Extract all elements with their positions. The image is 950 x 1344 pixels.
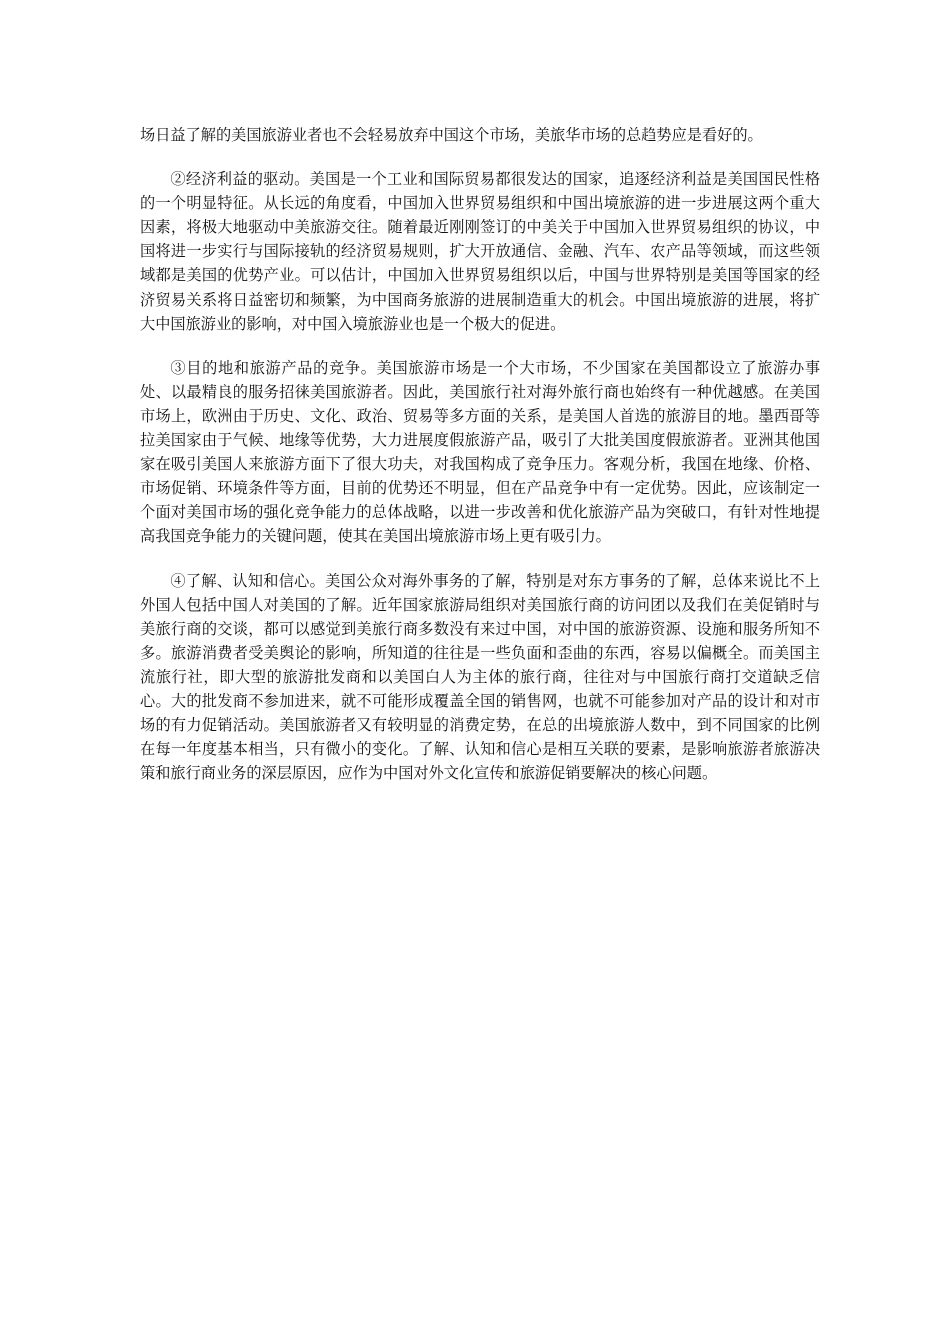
paragraph-destination-competition: ③目的地和旅游产品的竞争。美国旅游市场是一个大市场，不少国家在美国都设立了旅游办事处、以最精良的服务招徕美国旅游者。因此，美国旅行社对海外旅行商也始终有一种优越感。在美国市场上，欧洲由于历史、文化、政治、贸易等多方面的关系，是美国人首选的旅游目的地。墨西哥等拉美国家由于气候、地缘等优势，大力进展度假旅游产品，吸引了大批美国度假旅游者。亚洲其他国家在吸引美国人来旅游方面下了很大功夫，对我国构成了竞争压力。客观分析，我国在地缘、价格、市场促销、环境条件等方面，目前的优势还不明显，但在产品竞争中有一定优势。因此，应该制定一个面对美国市场的强化竞争能力的总体战略，以进一步改善和优化旅游产品为突破口，有针对性地提高我国竞争能力的关键问题，使其在美国出境旅游市场上更有吸引力。 [140, 358, 820, 546]
paragraph-economic-interest: ②经济利益的驱动。美国是一个工业和国际贸易都很发达的国家，追逐经济利益是美国国民性格的一个明显特征。从长远的角度看，中国加入世界贸易组织和中国出境旅游的进一步进展这两个重大因素，将极大地驱动中美旅游交往。随着最近刚刚签订的中美关于中国加入世界贸易组织的协议，中国将进一步实行与国际接轨的经济贸易规则，扩大开放通信、金融、汽车、农产品等领域，而这些领域都是美国的优势产业。可以估计，中国加入世界贸易组织以后，中国与世界特别是美国等国家的经济贸易关系将日益密切和频繁，为中国商务旅游的进展制造重大的机会。中国出境旅游的进展，将扩大中国旅游业的影响，对中国入境旅游业也是一个极大的促进。 [140, 170, 820, 333]
document-body [140, 123, 820, 785]
paragraph-understanding-confidence: ④了解、认知和信心。美国公众对海外事务的了解，特别是对东方事务的了解，总体来说比不上外国人包括中国人对美国的了解。近年国家旅游局组织对美国旅行商的访问团以及我们在美促销时与美旅行商的交谈，都可以感觉到美旅行商多数没有来过中国，对中国的旅游资源、设施和服务所知不多。旅游消费者受美舆论的影响，所知道的往往是一些负面和歪曲的东西，容易以偏概全。而美国主流旅行社，即大型的旅游批发商和以美国白人为主体的旅行商，往往对与中国旅行商打交道缺乏信心。大的批发商不参加进来，就不可能形成覆盖全国的销售网，也就不可能参加对产品的设计和对市场的有力促销活动。美国旅游者又有较明显的消费定势，在总的出境旅游人数中，到不同国家的比例在每一年度基本相当，只有微小的变化。了解、认知和信心是相互关联的要素，是影响旅游者旅游决策和旅行商业务的深层原因，应作为中国对外文化宣传和旅游促销要解决的核心问题。 [140, 571, 820, 783]
paragraph-continuation: 场日益了解的美国旅游业者也不会轻易放弃中国这个市场，美旅华市场的总趋势应是看好的。 [140, 126, 763, 144]
